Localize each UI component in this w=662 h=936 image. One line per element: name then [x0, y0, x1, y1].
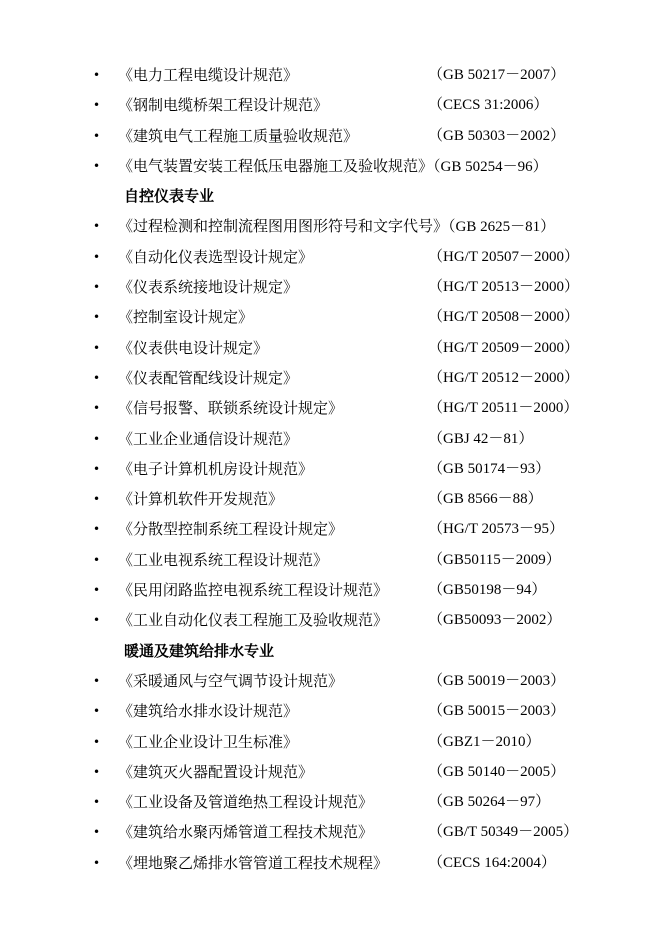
standard-title: [118, 817, 373, 847]
standard-title-text: 《电子计算机机房设计规范》: [118, 459, 314, 478]
standard-title: [118, 363, 298, 393]
electrical-standards-list: [0, 60, 662, 181]
standard-code: （HG/T 20509－2000）: [428, 339, 579, 356]
standard-title: [118, 787, 373, 817]
standard-title-text: 《埋地聚乙烯排水管管道工程技术规程》: [118, 853, 389, 872]
list-item: [0, 727, 662, 757]
bullet-icon: •: [93, 764, 101, 779]
standard-title-text: 《控制室设计规定》: [118, 308, 254, 327]
standard-code: （GB 50217－2007）: [428, 67, 566, 83]
standard-title-text: 《仪表供电设计规定》: [118, 338, 269, 357]
standard-title-text: 《钢制电缆桥架工程设计规范》: [118, 96, 329, 115]
section-heading-instrument: [0, 181, 662, 211]
bullet-icon: •: [93, 401, 101, 416]
standard-title-text: 《建筑灭火器配置设计规范》: [118, 762, 314, 781]
list-item: [0, 333, 662, 363]
standard-code: （HG/T 20573－95）: [428, 521, 564, 538]
standard-code: （GB50093－2002）: [428, 612, 562, 629]
list-item: [0, 272, 662, 302]
standard-code: （HG/T 20513－2000）: [428, 279, 579, 296]
standard-code: （HG/T 20512－2000）: [428, 369, 579, 386]
standard-title: [118, 121, 358, 151]
standard-title: [118, 727, 298, 757]
standard-title: [118, 60, 298, 90]
standard-title-text: 《过程检测和控制流程图用图形符号和文字代号》: [118, 217, 449, 236]
standard-title: [118, 666, 343, 696]
list-item: [0, 302, 662, 332]
standard-code: （GB 50264－97）: [428, 794, 551, 811]
standard-title-text: 《信号报警、联锁系统设计规定》: [118, 399, 344, 418]
bullet-icon: •: [93, 280, 101, 295]
list-item: [0, 211, 662, 241]
bullet-icon: •: [93, 825, 101, 840]
standard-title: [118, 333, 268, 363]
standard-code: （GB 2625－81）: [448, 219, 556, 236]
standard-title-text: 《仪表系统接地设计规定》: [118, 278, 299, 297]
standard-title-text: 《工业设备及管道绝热工程设计规范》: [118, 793, 374, 812]
section-heading-hvac: [0, 636, 662, 666]
standard-title-text: 《民用闭路监控电视系统工程设计规范》: [118, 581, 389, 600]
bullet-icon: •: [93, 340, 101, 355]
bullet-icon: •: [93, 128, 101, 143]
list-item: [0, 90, 662, 120]
standard-title: [118, 605, 388, 635]
standard-title-text: 《仪表配管配线设计规定》: [118, 368, 299, 387]
standard-code: （GB 50254－96）: [433, 158, 548, 175]
list-item: [0, 605, 662, 635]
bullet-icon: •: [93, 613, 101, 628]
standard-code: （GB50198－94）: [428, 582, 547, 599]
list-item: [0, 757, 662, 787]
standard-title: [118, 272, 298, 302]
standard-code: （GBJ 42－81）: [428, 430, 534, 447]
standard-code: （GBZ1－2010）: [428, 733, 541, 750]
bullet-icon: •: [93, 249, 101, 264]
list-item: [0, 514, 662, 544]
standard-title-text: 《分散型控制系统工程设计规定》: [118, 520, 344, 539]
bullet-icon: •: [93, 855, 101, 870]
standard-code: （HG/T 20508－2000）: [428, 309, 579, 326]
bullet-icon: •: [93, 673, 101, 688]
list-item: [0, 121, 662, 151]
standard-code: （GB 50015－2003）: [428, 703, 566, 720]
standard-title-text: 《建筑给水排水设计规范》: [118, 702, 299, 721]
standard-title-text: 《工业电视系统工程设计规范》: [118, 550, 329, 569]
standard-title: [118, 848, 388, 878]
hvac-standards-list: [0, 666, 662, 878]
list-item: [0, 151, 662, 181]
standard-title: [118, 575, 388, 605]
standard-title: [118, 424, 298, 454]
bullet-icon: •: [93, 219, 101, 234]
bullet-icon: •: [93, 431, 101, 446]
standard-code: （HG/T 20511－2000）: [428, 400, 579, 417]
bullet-icon: •: [93, 461, 101, 476]
list-item: [0, 575, 662, 605]
instrument-standards-list: [0, 211, 662, 635]
section-heading-text: 暖通及建筑给排水专业: [124, 641, 275, 660]
bullet-icon: •: [93, 68, 101, 82]
list-item: [0, 242, 662, 272]
document-page: [0, 60, 662, 878]
standard-code: （GB 50174－93）: [428, 460, 551, 477]
standard-title: [118, 151, 548, 182]
standard-title: [118, 393, 343, 423]
standard-code: （CECS 164:2004）: [428, 854, 556, 871]
standard-title: [118, 454, 313, 484]
list-item: [0, 696, 662, 726]
standard-code: （GB50115－2009）: [428, 551, 561, 568]
standard-title: [118, 302, 253, 332]
list-item: [0, 60, 662, 90]
standard-title: [118, 696, 298, 726]
standard-title: [118, 757, 313, 787]
standard-title: [118, 90, 328, 120]
list-item: [0, 545, 662, 575]
bullet-icon: •: [93, 158, 101, 173]
standard-title-text: 《工业自动化仪表工程施工及验收规范》: [118, 611, 389, 630]
bullet-icon: •: [93, 583, 101, 598]
bullet-icon: •: [93, 552, 101, 567]
bullet-icon: •: [93, 704, 101, 719]
standard-code: （CECS 31:2006）: [428, 97, 549, 114]
bullet-icon: •: [93, 370, 101, 385]
standard-code: （GB 50019－2003）: [428, 672, 566, 689]
standard-title-text: 《建筑电气工程施工质量验收规范》: [118, 126, 359, 145]
list-item: [0, 666, 662, 696]
standard-code: （GB 8566－88）: [428, 491, 543, 508]
standard-title: [118, 484, 283, 514]
section-heading-text: 自控仪表专业: [124, 187, 215, 206]
standard-title: [118, 514, 343, 544]
standard-code: （HG/T 20507－2000）: [428, 248, 579, 265]
standard-code: （GB 50303－2002）: [428, 127, 566, 144]
standard-title-text: 《电气装置安装工程低压电器施工及验收规范》: [118, 156, 434, 175]
standard-title-text: 《工业企业通信设计规范》: [118, 429, 299, 448]
list-item: [0, 848, 662, 878]
standard-title-text: 《自动化仪表选型设计规定》: [118, 247, 314, 266]
bullet-icon: •: [93, 492, 101, 507]
list-item: [0, 454, 662, 484]
standard-code: （GB/T 50349－2005）: [428, 824, 579, 841]
standard-title-text: 《建筑给水聚丙烯管道工程技术规范》: [118, 823, 374, 842]
standard-title-text: 《采暖通风与空气调节设计规范》: [118, 671, 344, 690]
standard-title: [118, 242, 313, 272]
list-item: [0, 363, 662, 393]
list-item: [0, 817, 662, 847]
list-item: [0, 393, 662, 423]
bullet-icon: •: [93, 522, 101, 537]
list-item: [0, 787, 662, 817]
bullet-icon: •: [93, 795, 101, 810]
standard-title: [118, 211, 555, 242]
standard-title: [118, 545, 328, 575]
standard-title-text: 《工业企业设计卫生标准》: [118, 732, 299, 751]
standard-title-text: 《计算机软件开发规范》: [118, 490, 284, 509]
list-item: [0, 424, 662, 454]
bullet-icon: •: [93, 310, 101, 325]
standard-title-text: 《电力工程电缆设计规范》: [118, 66, 299, 84]
standard-code: （GB 50140－2005）: [428, 763, 566, 780]
bullet-icon: •: [93, 98, 101, 113]
list-item: [0, 484, 662, 514]
bullet-icon: •: [93, 734, 101, 749]
